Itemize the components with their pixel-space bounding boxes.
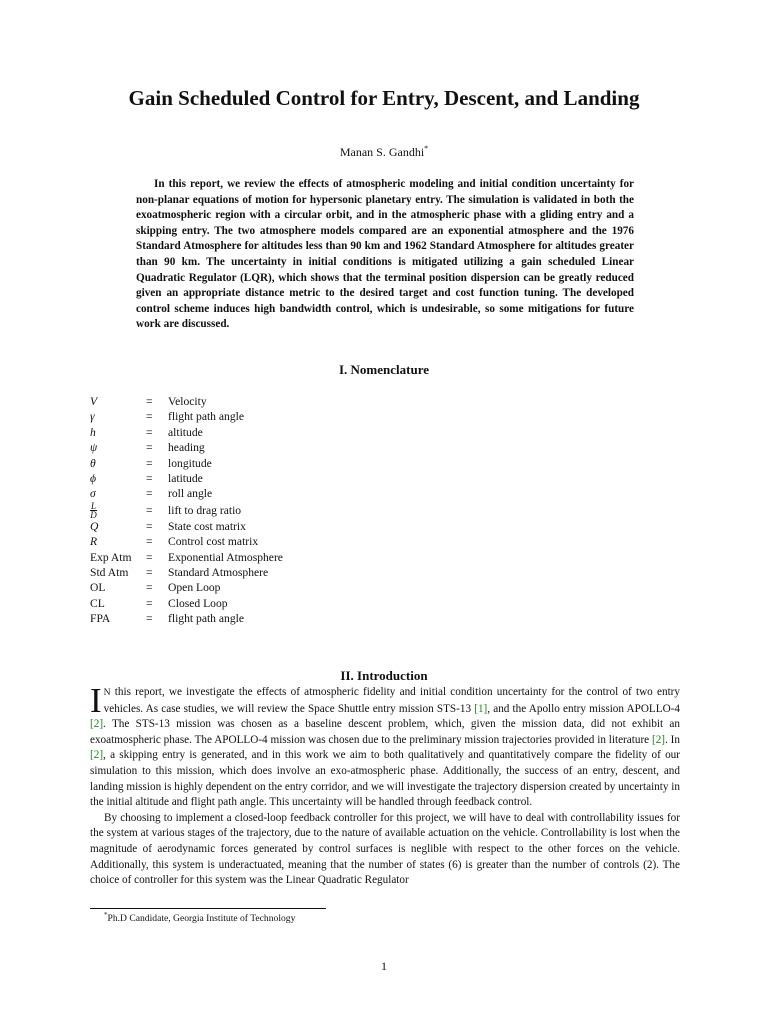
introduction-heading: II. Introduction xyxy=(340,668,428,683)
nomenclature-row xyxy=(90,519,283,534)
nomenclature-symbol: h xyxy=(90,425,96,439)
nomenclature-equals: = xyxy=(146,596,153,610)
nomenclature-heading: I. Nomenclature xyxy=(338,362,430,377)
nomenclature-equals: = xyxy=(146,410,153,424)
nomenclature-equals: = xyxy=(146,472,153,486)
nomenclature-row xyxy=(90,394,283,409)
nomenclature-equals: = xyxy=(146,550,153,564)
nomenclature-table xyxy=(90,394,283,627)
nomenclature-equals: = xyxy=(146,395,153,408)
drop-cap: I xyxy=(90,681,102,720)
author-line xyxy=(0,144,768,160)
nomenclature-equals: = xyxy=(146,425,153,439)
nomenclature-definition: Standard Atmosphere xyxy=(168,566,269,580)
nomenclature-symbol: Q xyxy=(90,519,99,533)
fraction-denominator: D xyxy=(90,509,97,520)
nomenclature-symbol: ψ xyxy=(90,441,98,455)
nomenclature-definition: flight path angle xyxy=(168,612,244,626)
nomenclature-symbol: Exp Atm xyxy=(90,550,132,564)
nomenclature-equals: = xyxy=(146,456,153,470)
abstract: In this report, we review the effects of atmospheric modeling and initial condition uncertainty for non-planar equations of motion for hypersonic planetary entry. The simulation is validated in both the exoatmospheric region with a circular orbit, and in the atmospheric phase with a gliding entry and a skipping entry. The two atmosphere models compared are an exponential atmosphere and the 1976 Standard Atmosphere for altitudes less than 90 km and 1962 Standard Atmosphere for altitudes greater than 90 km. The uncertainty in initial conditions is mitigated utilizing a gain scheduled Linear Quadratic Regulator (LQR), which shows that the terminal position dispersion can be greatly reduced given an appropriate distance metric to the desired target and cost function tuning. The developed control scheme induces high bandwidth control, which is undesirable, so some mitigations for future work are discussed. xyxy=(136,178,634,331)
nomenclature-row xyxy=(90,550,283,565)
nomenclature-row xyxy=(90,425,283,440)
nomenclature-equals: = xyxy=(146,503,153,517)
paragraph-text: , and the Apollo entry mission APOLLO-4 xyxy=(487,702,680,715)
nomenclature-definition: Velocity xyxy=(168,395,207,408)
fraction-numerator: L xyxy=(91,500,97,511)
page-number: 1 xyxy=(381,959,387,973)
nomenclature-row xyxy=(90,486,283,501)
nomenclature-symbol: OL xyxy=(90,581,106,595)
nomenclature-equals: = xyxy=(146,612,153,626)
footnote xyxy=(104,911,295,924)
nomenclature-equals: = xyxy=(146,566,153,580)
paragraph-text: this report, we investigate the effects of atmospheric fidelity and initial condition uncertainty for the control of two entry vehicles. As case studies, we will review the Space Shuttle entry mission STS-13 xyxy=(103,686,680,715)
nomenclature-equals: = xyxy=(146,487,153,501)
citation-link[interactable]: [1] xyxy=(474,702,488,715)
introduction-paragraph-2: By choosing to implement a closed-loop feedback controller for this project, we will have to deal with controllability issues for the system at various stages of the trajectory, due to the nature of available actuation on the vehicle. Controllability is lost when the magnitude of aerodynamic forces generated by control surfaces is neglible with respect to the other forces on the vehicle. Additionally, this system is underactuated, meaning that the number of states (6) is greater than the number of controls (2). The choice of controller for this system was the Linear Quadratic Regulator xyxy=(90,811,680,887)
nomenclature-equals: = xyxy=(146,519,153,533)
nomenclature-symbol: ϕ xyxy=(90,472,97,486)
author-name: Manan S. Gandhi xyxy=(339,145,425,159)
citation-link[interactable]: [2] xyxy=(90,749,104,762)
nomenclature-row xyxy=(90,456,283,471)
paragraph-text: . The STS-13 mission was chosen as a baseline descent problem, which, given the mission data, did not exhibit an exoatmospheric phase. The APOLLO-4 mission was chosen due to the preliminary mission trajectories provided in literature xyxy=(90,718,680,746)
lift-drag-fraction xyxy=(90,502,97,519)
footnote-text: Ph.D Candidate, Georgia Institute of Technology xyxy=(107,913,296,925)
nomenclature-definition: flight path angle xyxy=(168,410,244,424)
introduction-paragraph-1 xyxy=(90,681,680,811)
nomenclature-definition: Closed Loop xyxy=(168,596,228,610)
nomenclature-symbol: CL xyxy=(90,596,105,610)
introduction-body xyxy=(90,681,680,889)
nomenclature-row xyxy=(90,580,283,595)
nomenclature-equals: = xyxy=(146,535,153,549)
nomenclature-definition: Open Loop xyxy=(168,581,221,595)
author-footnote-mark: * xyxy=(424,144,429,153)
nomenclature-definition: heading xyxy=(168,441,205,455)
nomenclature-row xyxy=(90,471,283,486)
nomenclature-symbol: θ xyxy=(90,456,96,470)
nomenclature-symbol: FPA xyxy=(90,612,111,626)
nomenclature-symbol: V xyxy=(90,395,98,408)
nomenclature-equals: = xyxy=(146,581,153,595)
footnote-rule xyxy=(90,908,326,909)
nomenclature-row xyxy=(90,596,283,611)
nomenclature-symbol: σ xyxy=(90,487,96,501)
paragraph-text: . In xyxy=(665,733,680,746)
citation-link[interactable]: [2] xyxy=(651,733,666,746)
nomenclature-definition: altitude xyxy=(168,425,203,439)
paragraph-text: , a skipping entry is generated, and in this work we aim to both qualitatively and quantitatively compare the fidelity of our simulation to this mission, which does involve an exo-atmospheric phase. Additionally, the success of an entry, descent, and landing mission is highly dependent on the entry corridor, and we will investigate the trajectory dispersion created by uncertainty in the initial altitude and flight path angle. This uncertainty will be handled through feedback control. xyxy=(90,749,680,809)
nomenclature-row xyxy=(90,565,283,580)
nomenclature-definition: roll angle xyxy=(168,487,213,501)
citation-link[interactable]: [2] xyxy=(90,718,104,731)
nomenclature-definition: latitude xyxy=(168,472,203,486)
nomenclature-symbol: γ xyxy=(90,410,95,424)
nomenclature-definition: Exponential Atmosphere xyxy=(168,550,283,564)
footnote-mark: * xyxy=(104,911,108,919)
nomenclature-symbol: R xyxy=(90,535,98,549)
nomenclature-symbol: Std Atm xyxy=(90,566,129,580)
nomenclature-row xyxy=(90,440,283,455)
nomenclature-row xyxy=(90,502,283,519)
drop-cap-continuation: N xyxy=(103,688,111,698)
nomenclature-definition: State cost matrix xyxy=(168,519,246,533)
paper-title: Gain Scheduled Control for Entry, Descent, and Landing xyxy=(128,86,640,110)
nomenclature-definition: longitude xyxy=(168,456,212,470)
nomenclature-definition: lift to drag ratio xyxy=(168,503,242,517)
nomenclature-symbol-fraction xyxy=(90,502,136,519)
nomenclature-row xyxy=(90,534,283,549)
nomenclature-equals: = xyxy=(146,441,153,455)
nomenclature-definition: Control cost matrix xyxy=(168,535,259,549)
nomenclature-row xyxy=(90,409,283,424)
nomenclature-row xyxy=(90,611,283,626)
